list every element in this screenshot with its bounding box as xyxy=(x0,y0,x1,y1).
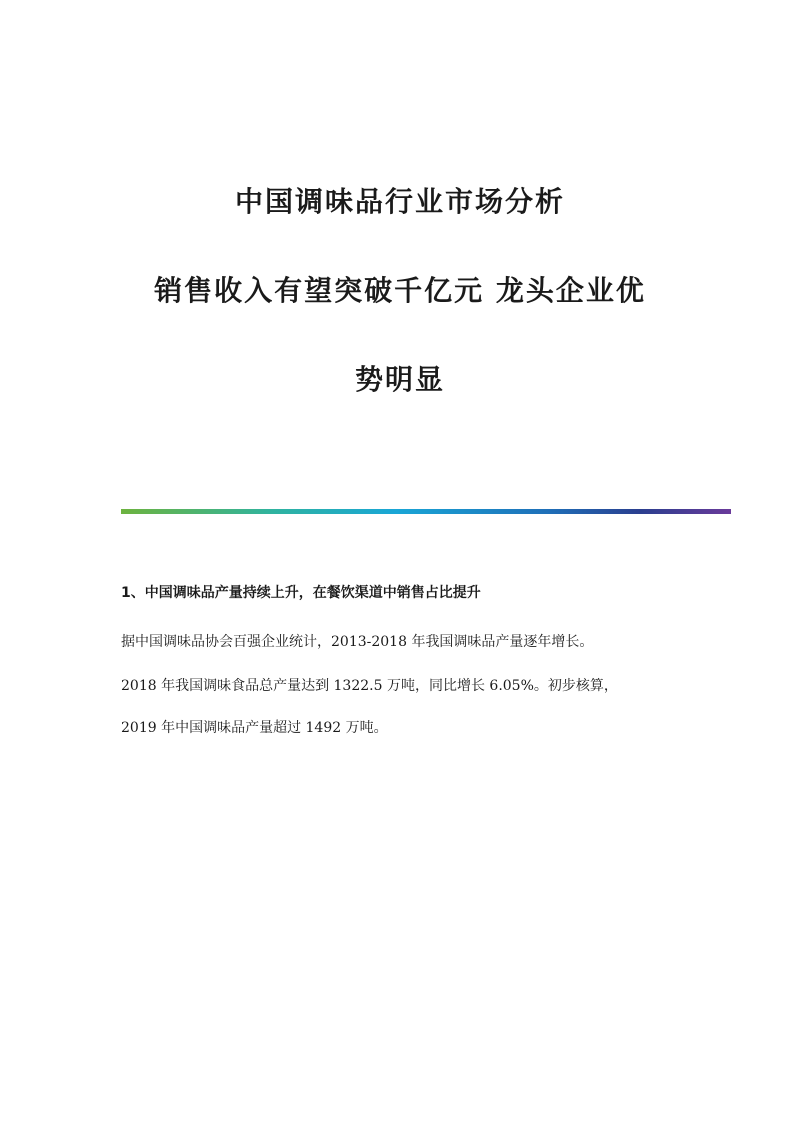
body-line-2: 2018 年我国调味食品总产量达到 1322.5 万吨，同比增长 6.05%。初步核算， xyxy=(121,678,618,694)
title-line-2: 销售收入有望突破千亿元 龙头企业优 xyxy=(154,274,646,307)
title-line-1: 中国调味品行业市场分析 xyxy=(234,185,565,218)
title-line-3: 势明显 xyxy=(354,363,445,396)
title-divider xyxy=(121,509,731,514)
body-line-1: 据中国调味品协会百强企业统计，2013-2018 年我国调味品产量逐年增长。 xyxy=(121,634,594,650)
section-heading: 1、中国调味品产量持续上升，在餐饮渠道中销售占比提升 xyxy=(121,585,481,601)
document-title xyxy=(120,180,680,402)
body-line-3: 2019 年中国调味品产量超过 1492 万吨。 xyxy=(121,720,388,736)
